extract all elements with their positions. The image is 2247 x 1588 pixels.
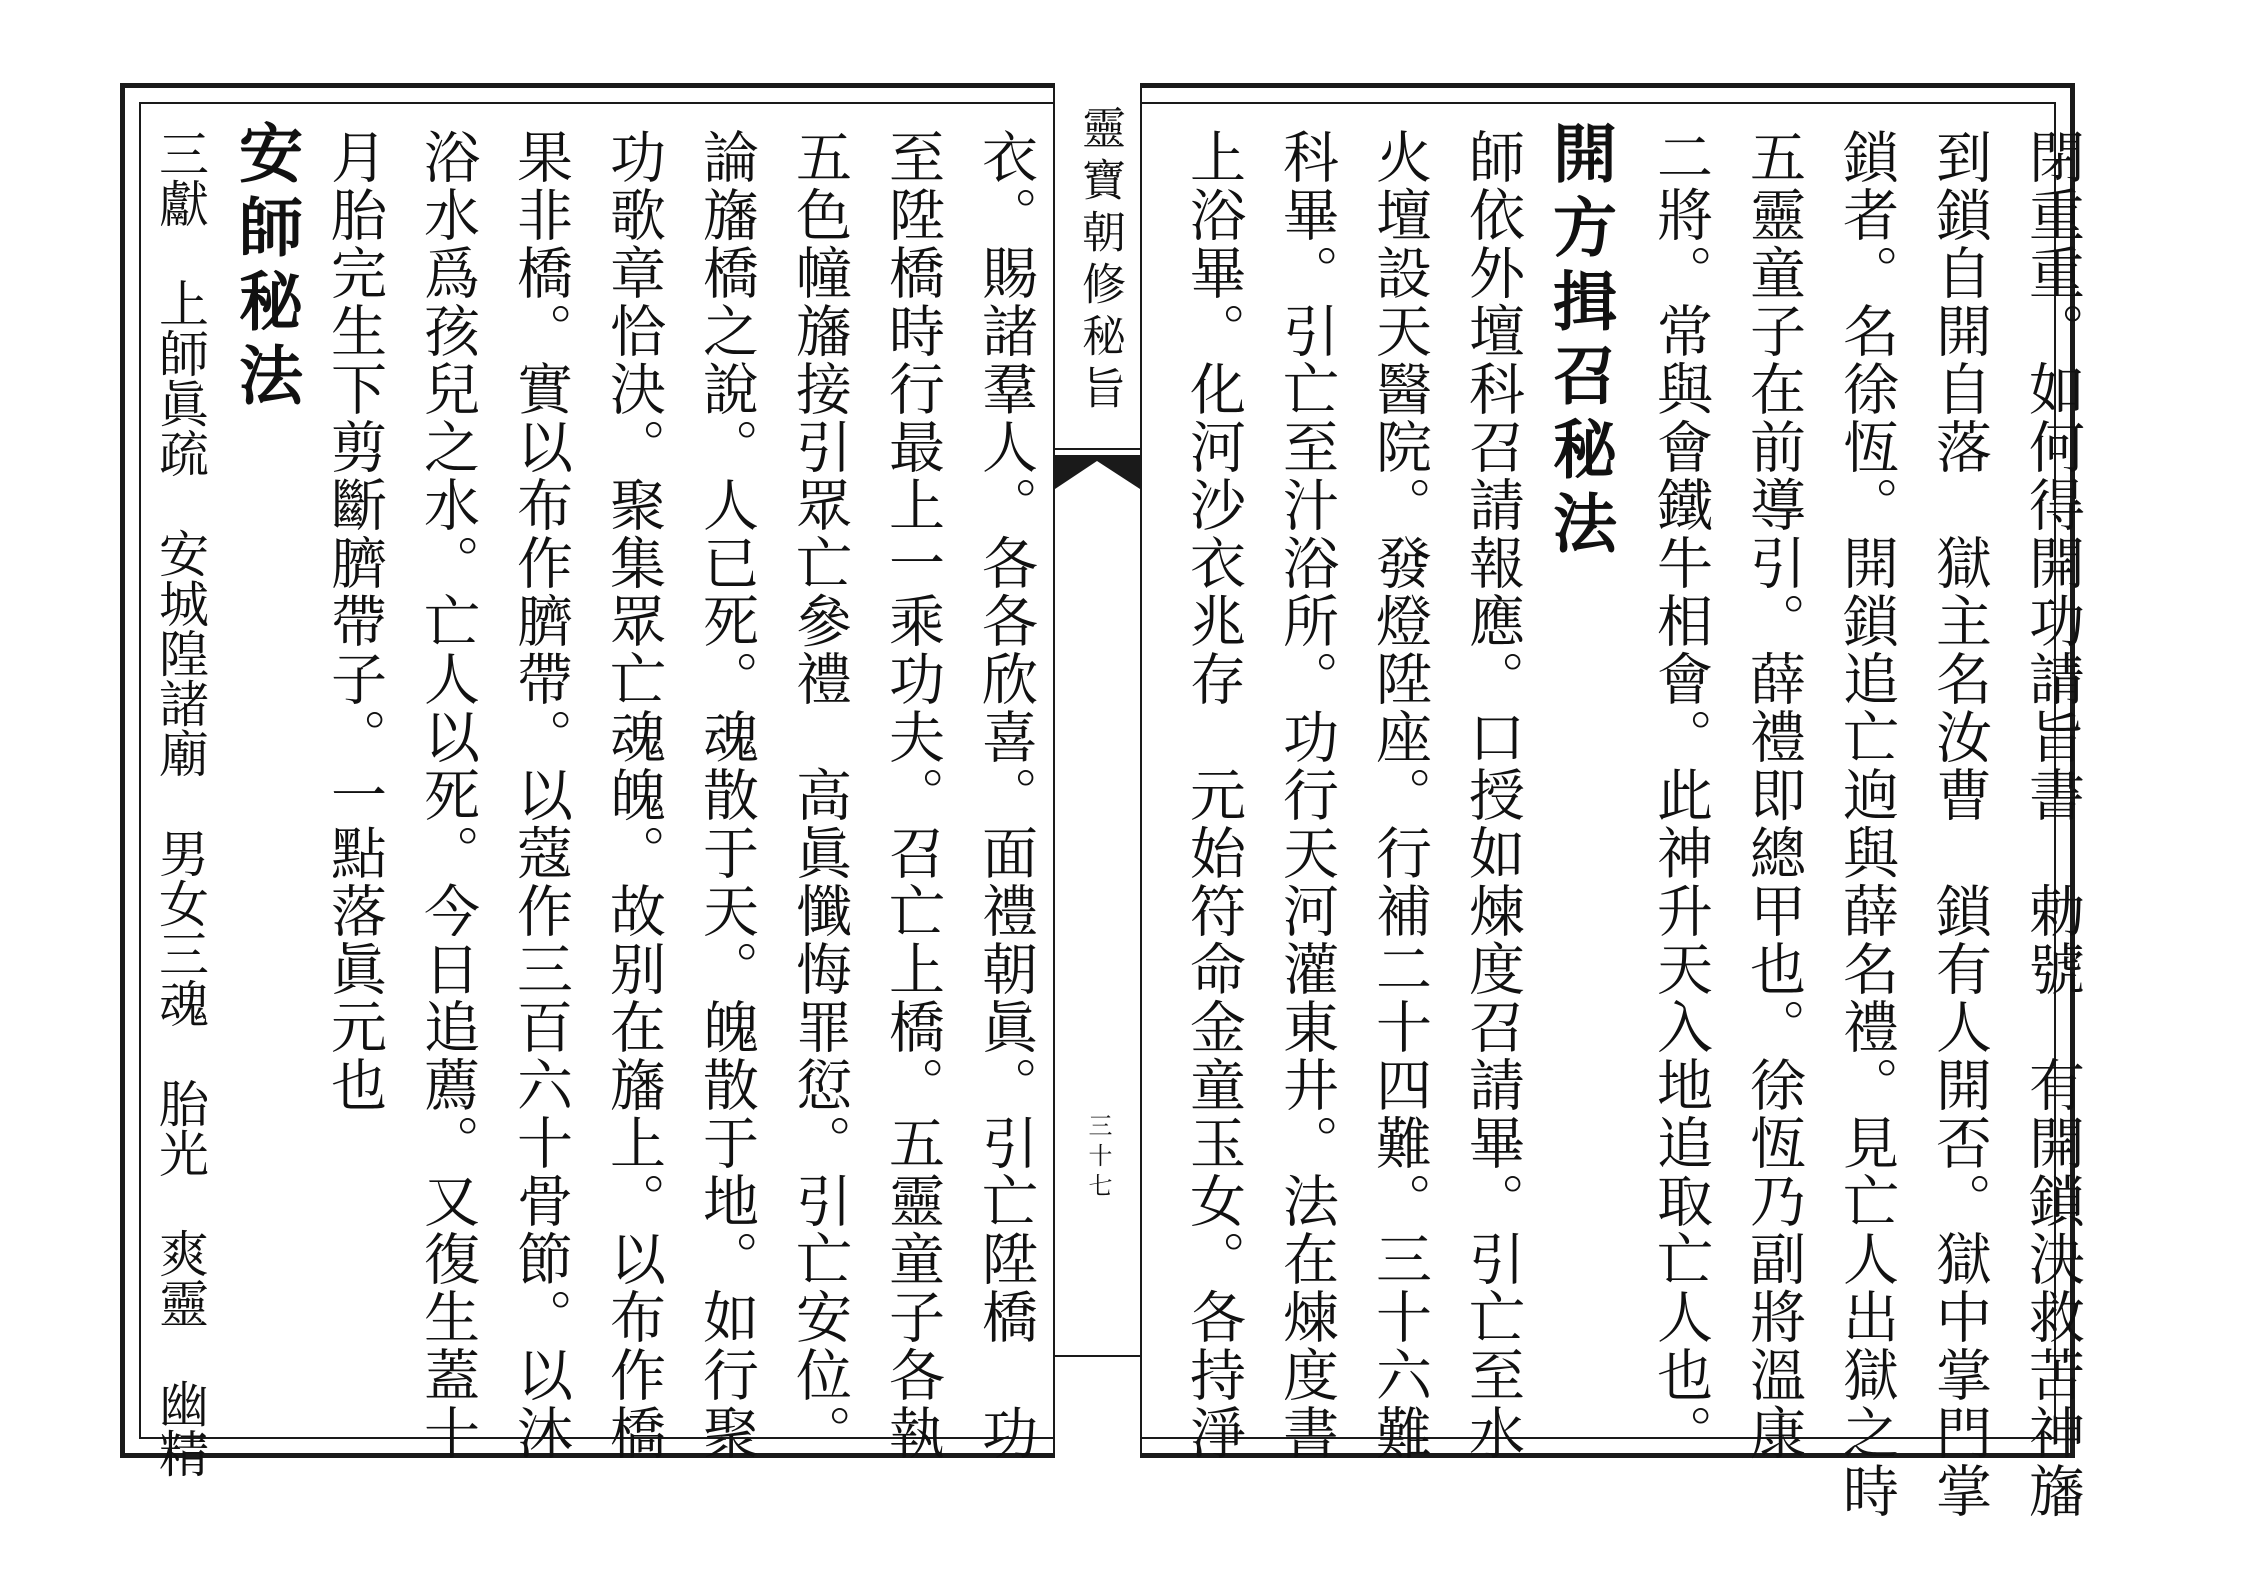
- text-column: 閉重重。如何得開功請旨書 勅號 有開鎖決救苦神旛: [2020, 128, 2085, 1520]
- text-column: 衣。賜諸羣人。各各欣喜。面禮朝眞。引亡陞橋 功: [973, 128, 1038, 1462]
- text-column: 五色幢旛接引眾亡參禮 高眞懺悔罪愆。引亡安位。: [787, 128, 852, 1462]
- spine-title: 靈寶朝修秘旨: [1074, 105, 1125, 417]
- spine-upper-rule: [1055, 448, 1140, 450]
- text-column: 果非橋。實以布作臍帶。以蔻作三百六十骨節。以沐: [508, 128, 573, 1462]
- text-column: 浴水爲孩兒之水。亡人以死。今日追薦。又復生蓋十: [415, 128, 480, 1462]
- text-column: 到鎖自開自落 獄主名汝曹 鎖有人開否。獄中掌門掌: [1927, 128, 1992, 1520]
- text-column: 五靈童子在前導引。薛禮即總甲也。徐恆乃副將溫康: [1741, 128, 1806, 1462]
- text-column: 上浴畢。化河沙衣兆存 元始符命金童玉女。各持淨: [1181, 128, 1246, 1462]
- book-spine: [1053, 83, 1142, 1458]
- text-column: 三獻 上師眞疏 安城隍諸廟 男女三魂 胎光 爽靈 幽精: [151, 128, 209, 1478]
- text-column: 至陞橋時行最上一乘功夫。召亡上橋。五靈童子各執: [880, 128, 945, 1462]
- text-column: 功歌章恰決。聚集眾亡魂魄。故别在旛上。以布作橋: [601, 128, 666, 1462]
- text-column: 論旛橋之說。人已死。魂散于天。魄散于地。如行聚: [694, 128, 759, 1462]
- section-heading: 安師秘法: [228, 120, 303, 416]
- text-column: 鎖者。名徐恆。開鎖追亡逈與薛名禮。見亡人出獄之時: [1834, 128, 1899, 1520]
- fishtail-ornament-icon: [1055, 455, 1140, 495]
- text-column: 科畢。引亡至汁浴所。功行天河灌東井。法在煉度書: [1274, 128, 1339, 1462]
- text-column: 二將。常與會鐵牛相會。此神升天入地追取亡人也。: [1648, 128, 1713, 1462]
- page-number: 三十七: [1084, 1113, 1112, 1203]
- text-column: 火壇設天醫院。發燈陞座。行補二十四難。三十六難: [1367, 128, 1432, 1462]
- text-column: 月胎完生下剪斷臍帶子。一點落眞元也: [322, 128, 387, 1114]
- spine-lower-rule: [1055, 1355, 1140, 1357]
- text-column: 師依外壇科召請報應。口授如煉度召請畢。引亡至水: [1460, 128, 1525, 1462]
- section-heading: 開方揖召秘法: [1542, 120, 1617, 564]
